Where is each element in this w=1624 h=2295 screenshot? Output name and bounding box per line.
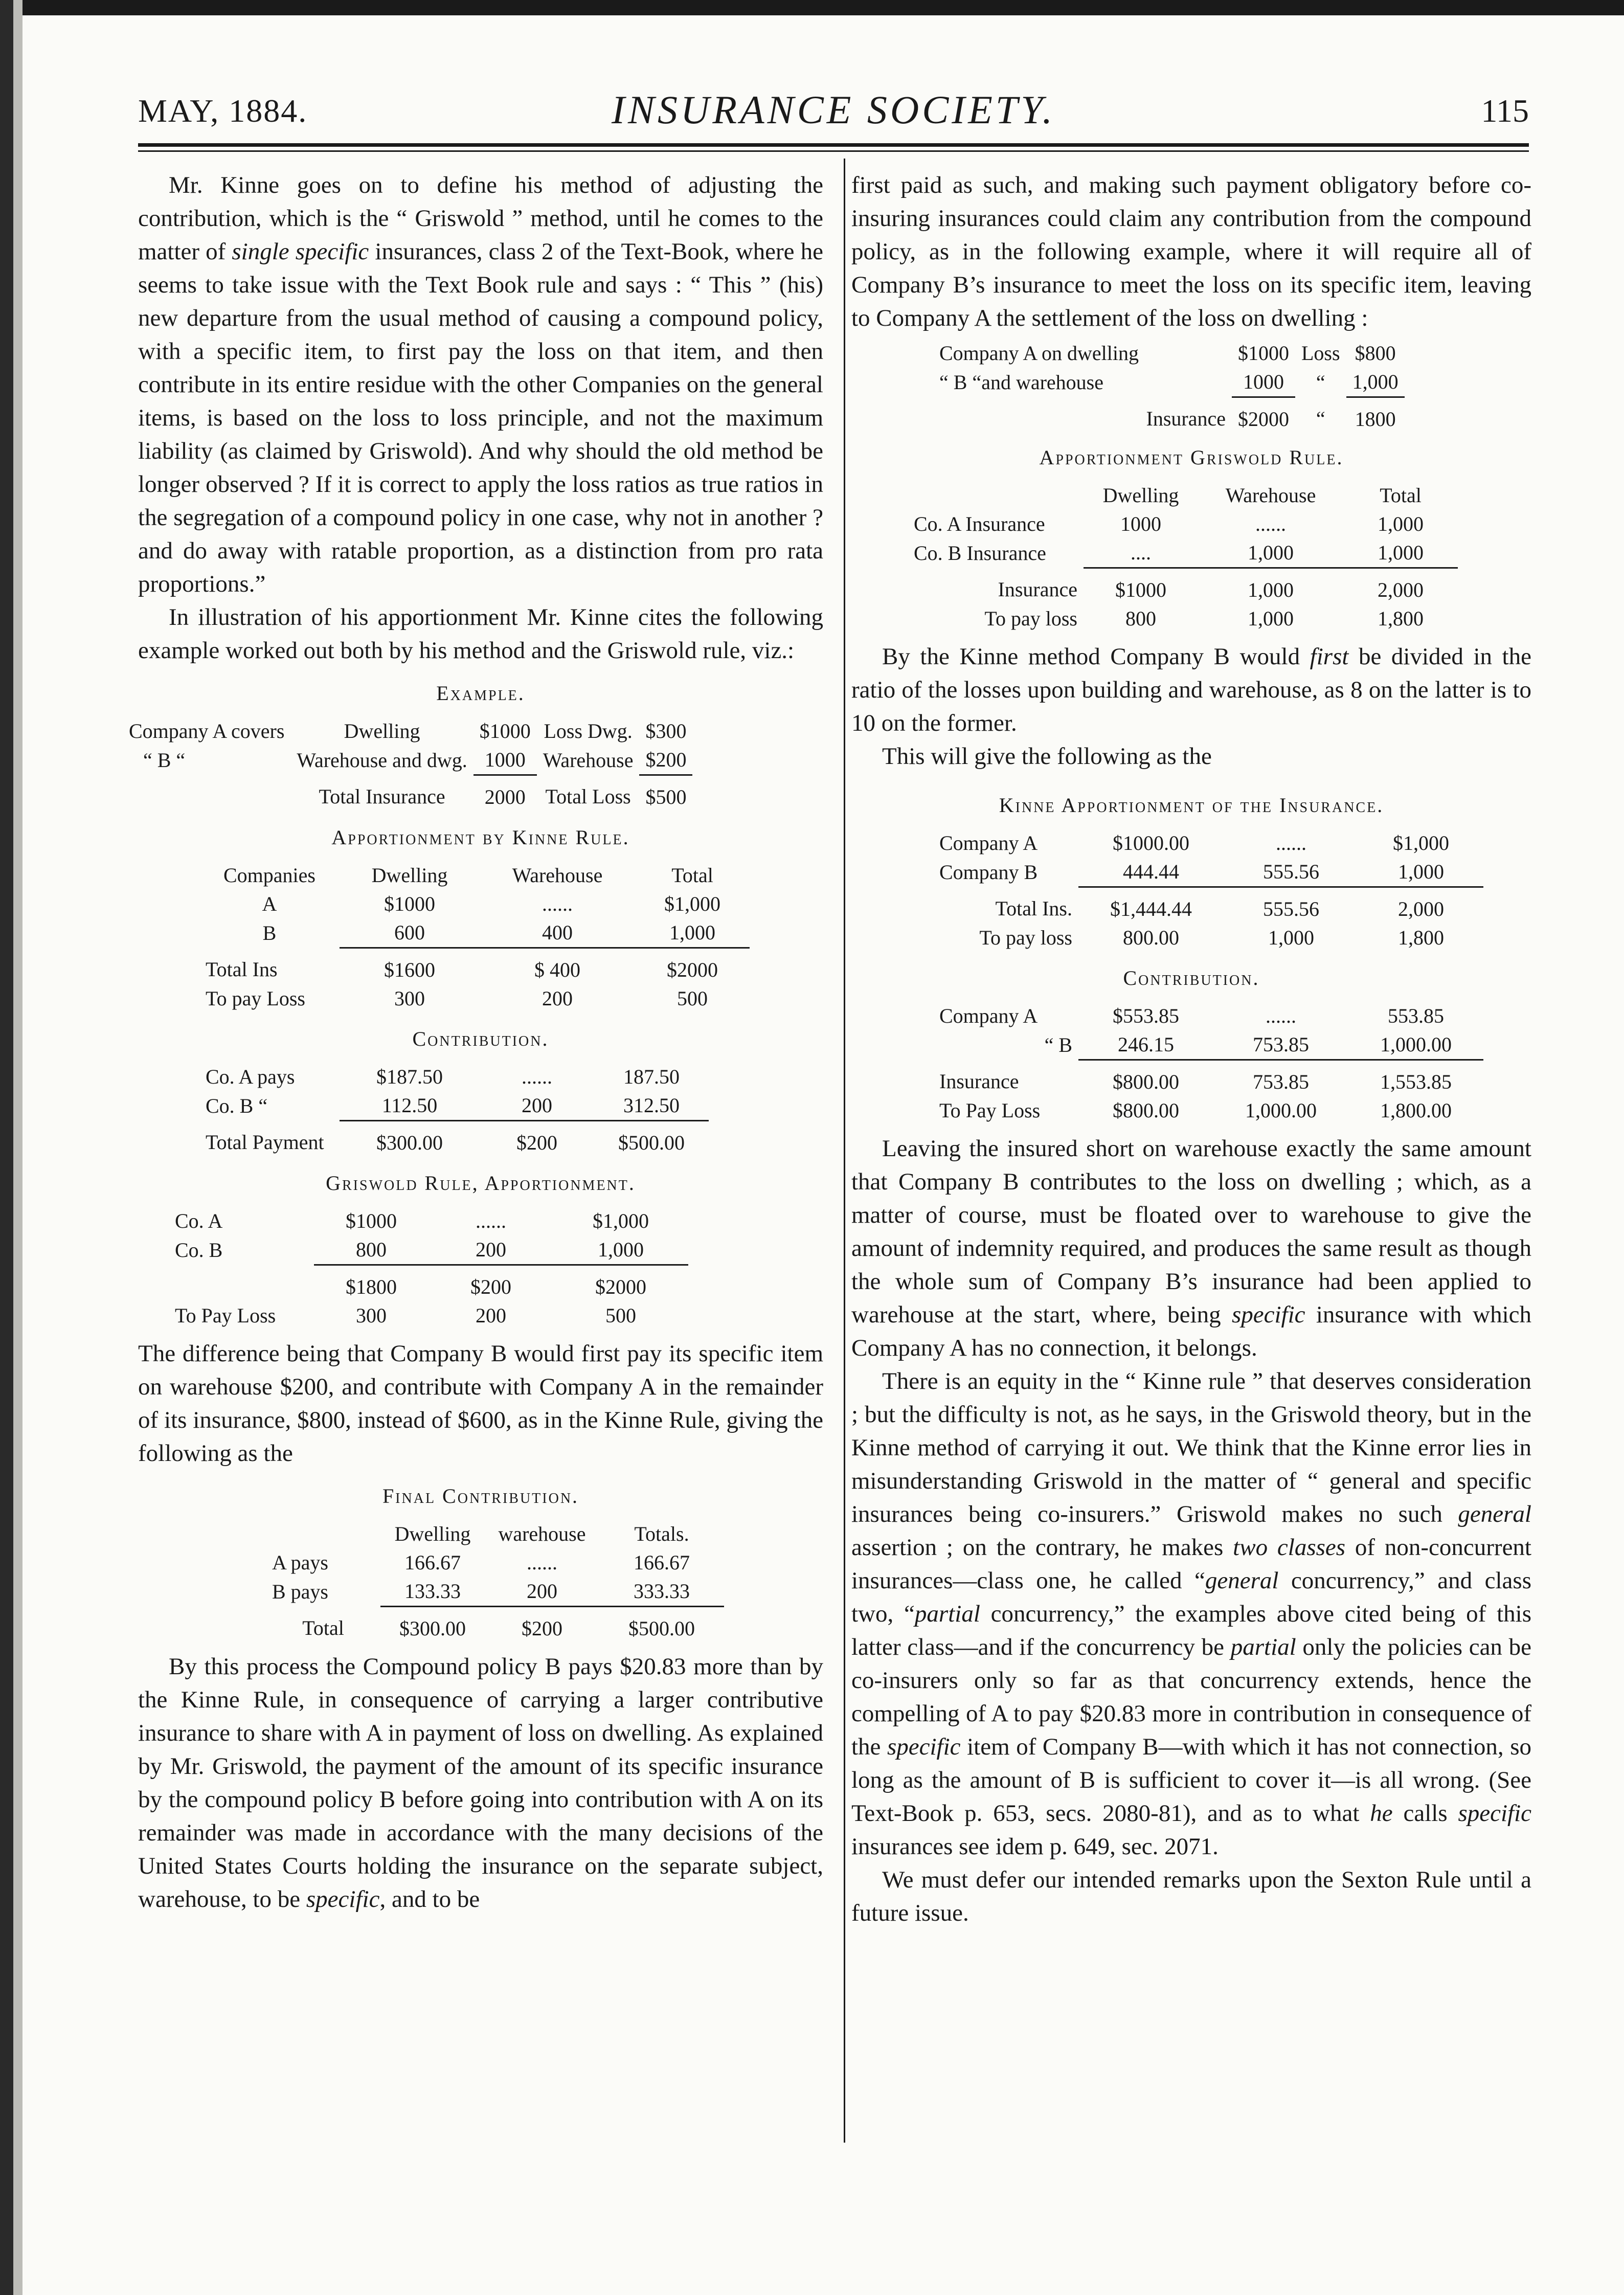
emphasis: general xyxy=(1205,1567,1279,1594)
table-cell: Loss xyxy=(1301,342,1340,365)
emphasis: specific xyxy=(1458,1800,1531,1827)
scan-binding-shadow xyxy=(13,0,22,2295)
table-cell: 133.33 xyxy=(380,1577,485,1607)
table-cell: “ B “and warehouse xyxy=(939,370,1103,394)
table-row xyxy=(266,1520,724,1548)
table-cell: “ B xyxy=(1044,1033,1072,1056)
table-row xyxy=(933,887,1483,924)
table-row xyxy=(266,1548,724,1577)
section-heading: Example. xyxy=(436,682,525,705)
table-cell: 112.50 xyxy=(340,1091,480,1121)
table-cell: To pay loss xyxy=(979,926,1072,949)
final-contribution-table xyxy=(138,1520,823,1643)
table-cell: $300.00 xyxy=(376,1131,443,1154)
table-cell: 2000 xyxy=(484,785,526,808)
table-cell xyxy=(908,481,1084,510)
emphasis: partial xyxy=(914,1601,980,1627)
example-table xyxy=(129,717,823,812)
text-run: assertion ; on the contrary, he makes xyxy=(851,1534,1233,1561)
table-cell: $200 xyxy=(522,1617,562,1640)
table-row xyxy=(169,1207,688,1235)
table-cell xyxy=(169,1265,314,1302)
table-cell: Total xyxy=(302,1616,344,1640)
table-cell: 1,000.00 xyxy=(1245,1099,1317,1122)
table-cell: 312.50 xyxy=(594,1091,709,1121)
table-cell: $2000 xyxy=(595,1275,646,1298)
section-heading: Contribution. xyxy=(1123,966,1260,989)
emphasis: specific xyxy=(306,1886,380,1912)
table-cell: B pays xyxy=(272,1580,328,1603)
table-cell: “ xyxy=(1316,370,1325,394)
paragraph: first paid as such, and making such payment obligatory before co-insuring insurances could claim any contribution from the compound policy, as in the following example, where it will require all of Company B’s insurance to meet the loss on its specific item, leaving to Company A the settlement of the loss on dwelling : xyxy=(851,172,1531,331)
table-cell: 1,000 xyxy=(1378,512,1424,535)
table-cell: warehouse xyxy=(498,1522,586,1545)
paragraph xyxy=(138,1650,823,1916)
table-cell: $300.00 xyxy=(399,1617,466,1640)
table-cell: 444.44 xyxy=(1078,858,1224,887)
example-table xyxy=(851,339,1531,434)
emphasis: specific xyxy=(1231,1301,1305,1328)
table-cell: 1,000 xyxy=(1198,538,1343,568)
table-cell: ...... xyxy=(476,1209,506,1232)
table-cell: $1,000 xyxy=(593,1209,649,1232)
table-cell: 553.85 xyxy=(1388,1004,1444,1027)
table-cell: 187.50 xyxy=(623,1065,680,1088)
table-row xyxy=(933,397,1405,434)
table-row xyxy=(933,924,1483,952)
emphasis: two classes xyxy=(1233,1534,1346,1561)
text-run: concurrency,” and class two, “ xyxy=(851,1567,1532,1627)
table-cell: Insurance xyxy=(1146,407,1226,431)
table-cell: Company A covers xyxy=(129,719,285,742)
table-cell: 500 xyxy=(605,1304,636,1327)
table-cell: $500.00 xyxy=(628,1617,695,1640)
table-row xyxy=(908,538,1458,568)
table-cell: $200 xyxy=(470,1275,511,1298)
table-row xyxy=(123,775,692,812)
paragraph: The difference being that Company B would first pay its specific item on warehouse $200, and contribute with Company A in the remainder of its insurance, $800, instead of $600, as in the Kinne Rule, giving the following as the xyxy=(138,1340,823,1467)
table-cell: To Pay Loss xyxy=(175,1304,276,1327)
table-cell: 1,000 xyxy=(1343,538,1458,568)
table-row xyxy=(933,829,1483,858)
text-run: only the policies can be co-insurers only so far as that concurrency extends, hence the compelling of A to pay $20.83 more in contribution in consequence of the xyxy=(851,1634,1531,1760)
table-row xyxy=(908,604,1458,633)
table-row xyxy=(908,510,1458,538)
table-cell: 1,000 xyxy=(1268,926,1314,949)
paragraph xyxy=(138,169,823,601)
table-cell: $1000 xyxy=(384,892,435,915)
table-cell: Warehouse xyxy=(543,748,634,772)
table-cell: 500 xyxy=(677,987,708,1010)
table-cell: 300 xyxy=(394,987,425,1010)
paragraph: In illustration of his apportionment Mr. Kinne cites the following example worked out both by his method and the Griswold rule, viz.: xyxy=(138,604,823,664)
table-cell: Dwelling xyxy=(344,719,420,742)
table-cell: Warehouse xyxy=(512,864,603,887)
scan-left-edge xyxy=(0,0,13,2295)
table-row xyxy=(169,1265,688,1302)
table-cell: 1,553.85 xyxy=(1380,1070,1452,1093)
table-cell: 200 xyxy=(542,987,573,1010)
table-cell: ...... xyxy=(542,892,573,915)
table-cell: 246.15 xyxy=(1078,1030,1213,1060)
section-heading: Apportionment by Kinne Rule. xyxy=(331,826,630,849)
table-cell: A pays xyxy=(272,1551,328,1574)
table-cell: Insurance xyxy=(939,1070,1019,1093)
table-cell: 200 xyxy=(476,1304,506,1327)
kinne-apportionment-table xyxy=(138,861,823,1013)
text-run: Mr. Kinne goes on to define his method of adjusting the contribution, which is the “ Griswold ” method, until he comes to the matter of xyxy=(138,172,823,265)
table-cell: $ 400 xyxy=(534,958,580,981)
table-cell: 600 xyxy=(340,918,480,948)
table-cell: 333.33 xyxy=(599,1577,724,1607)
table-row xyxy=(169,1235,688,1265)
table-cell: Co. A pays xyxy=(206,1065,295,1088)
table-cell: 400 xyxy=(480,918,635,948)
table-row xyxy=(199,861,750,890)
table-cell xyxy=(266,1520,380,1548)
paragraph xyxy=(851,640,1531,740)
table-cell: Total xyxy=(1380,484,1422,507)
table-cell: $2000 xyxy=(1238,408,1289,431)
table-cell: 2,000 xyxy=(1398,897,1444,920)
table-cell: 1000 xyxy=(473,746,537,775)
table-cell: $187.50 xyxy=(376,1065,443,1088)
table-cell: 1,000 xyxy=(553,1235,688,1265)
text-run: By this process the Compound policy B pays $20.83 more than by the Kinne Rule, in consequence of carrying a larger contributive insurance to share with A in payment of loss on dwelling. As explained by Mr. Griswold, the payment of the amount of its specific insurance by the compound policy B before going into contribution with A on its remainder was made in accordance with the many decisions of the United States Courts holding the insurance on the separate subject, warehouse, to be xyxy=(138,1653,823,1912)
table-cell: 1,800 xyxy=(1398,926,1444,949)
table-cell: $1600 xyxy=(384,958,435,981)
text-run: There is an equity in the “ Kinne rule ” that deserves consideration ; but the difficulty is not, as he says, in the Griswold theory, but in the Kinne method of carrying it out. We think that the Kinne error lies in misunderstanding Griswold in the matter of “ general and specific insurances being co-insurers.” Griswold makes no such xyxy=(851,1368,1531,1527)
table-row xyxy=(199,890,750,918)
header-date: MAY, 1884. xyxy=(138,93,308,129)
emphasis: first xyxy=(1310,643,1349,670)
table-cell: Co. A xyxy=(175,1209,223,1232)
text-run: of non-concurrent insurances—class one, he called “ xyxy=(851,1534,1531,1594)
section-heading: Griswold Rule, Apportionment. xyxy=(326,1172,636,1195)
text-run: concurrency,” the examples above cited being of this latter class—and if the concurrency be xyxy=(851,1601,1531,1660)
table-cell: $553.85 xyxy=(1113,1004,1179,1027)
table-cell: $1000 xyxy=(1115,578,1166,601)
table-cell: $800.00 xyxy=(1113,1070,1179,1093)
table-cell: Company A xyxy=(939,831,1038,854)
table-cell: ...... xyxy=(1266,1004,1296,1027)
table-cell: $2000 xyxy=(667,958,718,981)
table-cell: Company A on dwelling xyxy=(939,342,1139,365)
table-cell: 753.85 xyxy=(1213,1030,1348,1060)
table-cell: 1000 xyxy=(1120,512,1161,535)
griswold-apportionment-table xyxy=(138,1207,823,1330)
table-cell: $200 xyxy=(639,746,692,775)
table-row xyxy=(199,948,750,985)
table-cell: Warehouse and dwg. xyxy=(297,748,467,772)
table-cell: 1,000 xyxy=(1248,578,1294,601)
table-cell: Totals. xyxy=(634,1522,689,1545)
table-cell: $1,000 xyxy=(664,892,720,915)
table-cell: $500 xyxy=(645,785,687,808)
table-cell: 200 xyxy=(480,1091,594,1121)
table-cell: “ xyxy=(1316,407,1325,431)
table-cell: 555.56 xyxy=(1263,897,1319,920)
table-cell: Total Insurance xyxy=(319,785,445,808)
table-row xyxy=(169,1301,688,1330)
table-cell: 1,800.00 xyxy=(1380,1099,1452,1122)
table-cell: 800 xyxy=(314,1235,428,1265)
table-cell: 1800 xyxy=(1355,408,1396,431)
table-cell: Co. A Insurance xyxy=(914,512,1045,535)
paragraph: This will give the following as the xyxy=(882,743,1212,770)
table-cell: $1000 xyxy=(479,719,531,742)
section-heading: Apportionment Griswold Rule. xyxy=(1039,446,1344,469)
table-cell: $800 xyxy=(1355,342,1396,365)
text-run: By the Kinne method Company B would xyxy=(882,643,1310,670)
table-cell: ...... xyxy=(1255,512,1286,535)
table-cell xyxy=(123,775,290,812)
griswold-apportionment-table xyxy=(851,481,1531,633)
table-cell: Company A xyxy=(939,1004,1038,1027)
left-column xyxy=(129,169,823,1916)
table-cell: Total Ins. xyxy=(995,897,1072,920)
table-cell: $1000 xyxy=(1238,342,1289,365)
kinne-contribution-table xyxy=(138,1063,823,1157)
table-row xyxy=(199,984,750,1013)
table-cell: ...... xyxy=(527,1551,557,1574)
kinne-contribution-table xyxy=(851,1002,1531,1125)
table-cell: .... xyxy=(1084,538,1198,568)
table-cell: 200 xyxy=(485,1577,599,1607)
table-cell: 1,000 xyxy=(1346,368,1405,397)
table-cell: Insurance xyxy=(998,578,1077,601)
table-row xyxy=(933,858,1483,887)
table-cell: $800.00 xyxy=(1113,1099,1179,1122)
section-heading: Contribution. xyxy=(412,1027,549,1050)
table-row xyxy=(933,368,1405,397)
table-cell: 1,800 xyxy=(1378,607,1424,630)
table-row xyxy=(933,1096,1483,1125)
text-run: insurance with which Company A has no connection, it belongs. xyxy=(851,1301,1531,1361)
table-cell: To pay loss xyxy=(984,607,1077,630)
scan-top-border xyxy=(0,0,1624,15)
table-cell: $500.00 xyxy=(618,1131,685,1154)
table-cell: Co. B xyxy=(175,1238,223,1262)
table-row xyxy=(266,1577,724,1607)
table-cell: 2,000 xyxy=(1378,578,1424,601)
table-cell: Total Payment xyxy=(206,1131,324,1154)
table-cell: 1,000 xyxy=(1359,858,1483,887)
table-cell: Dwelling xyxy=(394,1522,471,1545)
table-cell: B xyxy=(262,921,277,944)
table-cell: 1,000.00 xyxy=(1348,1030,1483,1060)
table-cell: Dwelling xyxy=(1102,484,1179,507)
table-row xyxy=(266,1607,724,1644)
table-cell: 300 xyxy=(356,1304,387,1327)
emphasis: general xyxy=(1458,1501,1531,1527)
page-number: 115 xyxy=(1481,93,1529,129)
emphasis: partial xyxy=(1230,1634,1296,1660)
table-cell: $1,000 xyxy=(1393,831,1449,854)
table-cell: Companies xyxy=(223,864,315,887)
table-row xyxy=(199,1063,709,1091)
table-row xyxy=(199,918,750,948)
table-cell: Company B xyxy=(939,860,1038,884)
paragraph: We must defer our intended remarks upon the Sexton Rule until a future issue. xyxy=(851,1866,1531,1926)
table-cell: 200 xyxy=(428,1235,553,1265)
header-rule-thin xyxy=(138,150,1529,152)
table-row xyxy=(908,568,1458,605)
table-cell: To pay Loss xyxy=(206,987,305,1010)
table-cell: $1,444.44 xyxy=(1110,897,1192,920)
section-heading: Final Contribution. xyxy=(382,1484,579,1508)
table-cell: “ B “ xyxy=(143,748,186,772)
table-cell: 800.00 xyxy=(1123,926,1179,949)
table-cell: 1000 xyxy=(1232,368,1295,397)
column-divider xyxy=(844,159,845,2143)
table-cell: $1000 xyxy=(346,1209,397,1232)
table-cell: $1000.00 xyxy=(1113,831,1189,854)
table-cell: 800 xyxy=(1125,607,1156,630)
table-row xyxy=(933,1002,1483,1030)
kinne-apportionment-table xyxy=(851,829,1531,952)
table-row xyxy=(933,339,1405,368)
table-cell: ...... xyxy=(522,1065,552,1088)
table-row xyxy=(199,1121,709,1158)
table-cell: $1800 xyxy=(346,1275,397,1298)
text-run: insurances, class 2 of the Text-Book, where he seems to take issue with the Text Book rule and says : “ This ” (his) new departure from the usual method of causing a compound policy, with a specific item, to first pay the loss on that item, and then contribute in its entire residue with the other Companies on the general items, is based on the loss to loss principle, and not the maximum liability (as claimed by Griswold). And why should the old method be longer observed ? If it is correct to apply the loss ratios as true ratios in the segregation of a compound policy in one case, why not in another ? and do away with ratable proportion, as a distinction from pro rata proportions.” xyxy=(138,238,823,597)
table-cell: ...... xyxy=(1276,831,1306,854)
table-cell: To Pay Loss xyxy=(939,1099,1041,1122)
table-row xyxy=(199,1091,709,1121)
table-cell: Total Ins xyxy=(206,958,278,981)
table-cell: 753.85 xyxy=(1253,1070,1309,1093)
table-cell: 166.67 xyxy=(404,1551,461,1574)
table-cell: 1,000 xyxy=(1248,607,1294,630)
table-cell: 555.56 xyxy=(1224,858,1359,887)
table-cell: Loss Dwg. xyxy=(544,719,633,742)
paragraph xyxy=(851,1132,1531,1365)
table-row xyxy=(933,1060,1483,1097)
paragraph xyxy=(851,1365,1531,1863)
emphasis: specific xyxy=(887,1734,961,1760)
emphasis: he xyxy=(1370,1800,1393,1827)
table-row xyxy=(933,1030,1483,1060)
table-cell: Co. B Insurance xyxy=(914,541,1046,565)
text-run: calls xyxy=(1392,1800,1458,1827)
table-row xyxy=(123,746,692,775)
table-cell: Total xyxy=(671,864,713,887)
table-row xyxy=(908,481,1458,510)
table-cell: 166.67 xyxy=(634,1551,690,1574)
table-cell: $300 xyxy=(645,719,687,742)
header-title: INSURANCE SOCIETY. xyxy=(612,87,1055,132)
table-cell: 1,000 xyxy=(635,918,750,948)
section-heading: Kinne Apportionment of the Insurance. xyxy=(999,794,1384,817)
text-run: item of Company B—with which it has not connection, so long as the amount of B is sufficient to cover it—is all wrong. (See Text-Book p. 653, secs. 2080-81), and as to what xyxy=(851,1734,1531,1827)
table-row xyxy=(123,717,692,746)
text-run: Leaving the insured short on warehouse exactly the same amount that Company B contributes to the loss on dwelling ; which, as a matter of course, must be floated over to warehouse to give the amount of indemnity required, and produces the same result as though the whole sum of Company B’s insurance had been applied to warehouse at the start, where, being xyxy=(851,1135,1531,1328)
emphasis: single specific xyxy=(232,238,369,265)
table-cell: A xyxy=(262,892,277,915)
table-cell: Warehouse xyxy=(1225,484,1316,507)
table-cell: Dwelling xyxy=(371,864,448,887)
table-cell: Total Loss xyxy=(545,785,631,808)
text-run: insurances see idem p. 649, sec. 2071. xyxy=(851,1833,1219,1860)
page-header xyxy=(138,87,1529,143)
right-column xyxy=(851,169,1531,1930)
table-cell: Co. B “ xyxy=(206,1094,268,1117)
table-cell: $200 xyxy=(516,1131,557,1154)
text-run: be divided in the ratio of the losses upon building and warehouse, as 8 on the latter is to 10 on the former. xyxy=(851,643,1531,736)
text-run: , and to be xyxy=(379,1886,480,1912)
header-rule-thick xyxy=(138,143,1529,147)
